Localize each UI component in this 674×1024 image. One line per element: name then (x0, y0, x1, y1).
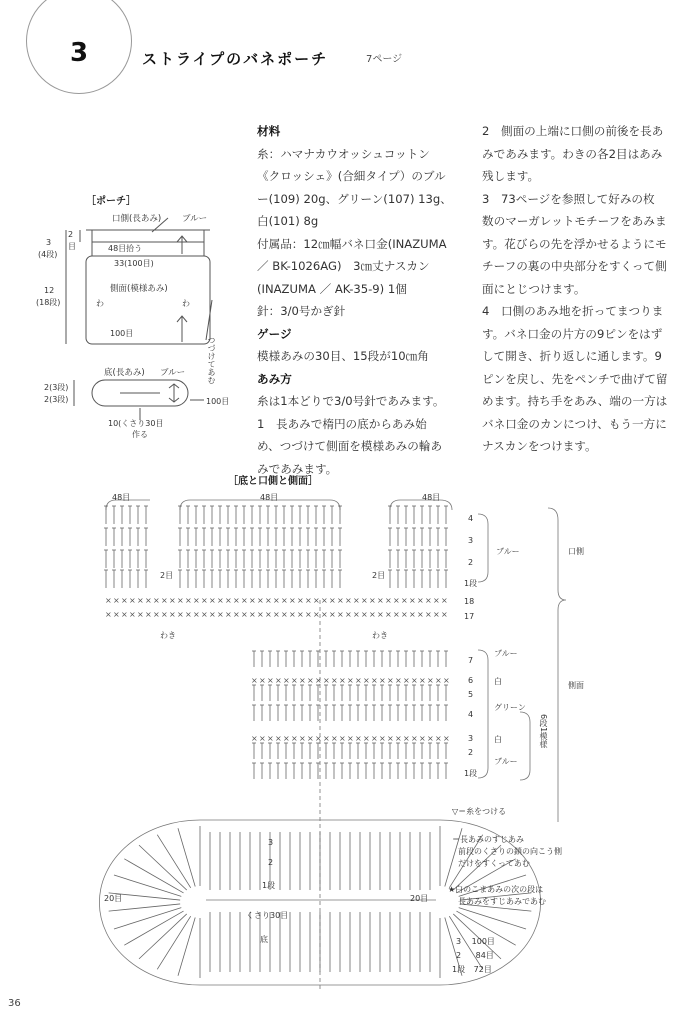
single-crochet-symbol: × (369, 596, 376, 605)
stitch-row: 3 (456, 937, 462, 946)
instruction-line: 面にとじつけます。 (482, 281, 586, 296)
single-crochet-symbol: × (259, 734, 266, 743)
single-crochet-symbol: × (361, 610, 368, 619)
instruction-line: ピンを戻し、先をペンチで曲げて留 (482, 371, 668, 386)
single-crochet-symbol: × (419, 676, 426, 685)
group-label-mouth: 口側 (568, 547, 584, 556)
legend-line: だけをすくってあむ (458, 859, 530, 868)
single-crochet-symbol: × (443, 734, 450, 743)
single-crochet-symbol: × (347, 734, 354, 743)
single-crochet-symbol: × (403, 734, 410, 743)
pouch-label-side: 側面(模様あみ) (110, 284, 168, 294)
single-crochet-symbol: × (209, 610, 216, 619)
row-label-top: 2 (468, 558, 474, 567)
single-crochet-symbol: × (337, 596, 344, 605)
page-number: 36 (8, 998, 21, 1009)
pouch-label-make: 作る (132, 430, 148, 439)
single-crochet-symbol: × (435, 676, 442, 685)
single-crochet-symbol: × (169, 610, 176, 619)
group-label-side: 側面 (568, 681, 584, 690)
chart-label-waki-left: わき (160, 631, 176, 640)
single-crochet-symbol: × (417, 596, 424, 605)
method-heading: あみ方 (257, 371, 292, 386)
single-crochet-symbol: × (377, 596, 384, 605)
instruction-line: チーフの裏の中央部分をすくって側 (482, 259, 667, 273)
single-crochet-symbol: × (353, 596, 360, 605)
single-crochet-symbol: × (417, 610, 424, 619)
single-crochet-symbol: × (345, 596, 352, 605)
single-crochet-symbol: × (425, 610, 432, 619)
gauge-line: 模様あみの30目、15段が10㎝角 (257, 349, 429, 363)
materials-line: 《クロッシェ》(合細タイプ）のブル (257, 169, 446, 183)
single-crochet-symbol: × (411, 734, 418, 743)
single-crochet-symbol: × (193, 596, 200, 605)
instruction-line: す。バネ口金の片方の9ピンをはず (482, 326, 663, 341)
single-crochet-symbol: × (161, 596, 168, 605)
single-crochet-symbol: × (297, 610, 304, 619)
chart-label-48-left: 48目 (112, 493, 131, 502)
single-crochet-symbol: × (291, 734, 298, 743)
chart-label-2me-left: 2目 (160, 571, 174, 580)
legend-line: ▽＝糸をつける (452, 807, 507, 816)
color-label-white2: 白 (494, 735, 502, 744)
single-crochet-symbol: × (249, 596, 256, 605)
single-crochet-symbol: × (339, 734, 346, 743)
single-crochet-symbol: × (201, 596, 208, 605)
instruction-line: バネ口金のカンにつけ、もう一方に (482, 416, 667, 431)
pouch-label-2-3b: 2(3段) (44, 395, 69, 404)
row-label-mid: 7 (468, 656, 474, 665)
materials-line: 付属品：12㎝幅バネ口金(INAZUMA (257, 236, 447, 251)
single-crochet-symbol: × (307, 676, 314, 685)
single-crochet-symbol: × (185, 596, 192, 605)
single-crochet-symbol: × (403, 676, 410, 685)
method-line: みであみます。 (257, 461, 338, 476)
single-crochet-symbol: × (313, 596, 320, 605)
single-crochet-symbol: × (305, 596, 312, 605)
materials-line: ー(109) 20g、グリーン(107) 13g、 (257, 191, 452, 206)
single-crochet-symbol: × (177, 596, 184, 605)
single-crochet-symbol: × (299, 734, 306, 743)
single-crochet-symbol: × (251, 734, 258, 743)
single-crochet-symbol: × (209, 596, 216, 605)
chart-label-20me-right: 20目 (410, 894, 429, 903)
single-crochet-symbol: × (419, 734, 426, 743)
single-crochet-symbol: × (427, 734, 434, 743)
single-crochet-symbol: × (401, 610, 408, 619)
single-crochet-symbol: × (241, 610, 248, 619)
single-crochet-symbol: × (331, 676, 338, 685)
materials-line: 白(101) 8g (257, 214, 319, 228)
single-crochet-symbol: × (315, 734, 322, 743)
single-crochet-symbol: × (145, 596, 152, 605)
single-crochet-symbol: × (225, 596, 232, 605)
stitch-row: 1段 (452, 965, 466, 974)
row-label-top: 1段 (464, 579, 478, 588)
single-crochet-symbol: × (105, 610, 112, 619)
single-crochet-symbol: × (153, 610, 160, 619)
stitch-count-row (452, 964, 492, 975)
single-crochet-symbol: × (281, 596, 288, 605)
single-crochet-symbol: × (275, 734, 282, 743)
single-crochet-symbol: × (267, 676, 274, 685)
row-label-mid: 6 (468, 676, 474, 685)
single-crochet-symbol: × (129, 596, 136, 605)
single-crochet-symbol: × (337, 610, 344, 619)
single-crochet-symbol: × (379, 734, 386, 743)
row-label-top: 3 (468, 536, 474, 545)
color-label-white1: 白 (494, 677, 502, 686)
chart-label-waki-right: わき (372, 631, 388, 640)
bottom-row-label: 2 (268, 858, 274, 867)
single-crochet-symbol: × (281, 610, 288, 619)
pouch-label-wa-right: わ (182, 299, 190, 308)
single-crochet-symbol: × (257, 610, 264, 619)
stitch-count-row (456, 936, 495, 947)
single-crochet-symbol: × (401, 596, 408, 605)
single-crochet-symbol: × (137, 610, 144, 619)
single-crochet-symbol: × (225, 610, 232, 619)
single-crochet-symbol: × (387, 734, 394, 743)
single-crochet-symbol: × (299, 676, 306, 685)
single-crochet-symbol: × (385, 596, 392, 605)
single-crochet-symbol: × (385, 610, 392, 619)
method-line: め、つづけて側面を模様あみの輪あ (257, 439, 443, 453)
single-crochet-symbol: × (395, 676, 402, 685)
chart-label-chain30: くさり30目 (246, 911, 289, 920)
single-crochet-symbol: × (395, 734, 402, 743)
pouch-label-bottom: 底(長あみ) (104, 368, 145, 378)
single-crochet-symbol: × (329, 610, 336, 619)
pouch-label-12: 12 (44, 286, 55, 295)
row-label-mid: 1段 (464, 769, 478, 778)
single-crochet-symbol: × (265, 596, 272, 605)
single-crochet-symbol: × (161, 610, 168, 619)
single-crochet-symbol: × (323, 734, 330, 743)
pattern-title: ストライプのバネポーチ (142, 50, 329, 68)
chart-label-48-right: 48目 (422, 493, 441, 502)
pouch-heading: ［ポーチ］ (86, 196, 136, 207)
single-crochet-symbol: × (267, 734, 274, 743)
single-crochet-symbol: × (321, 596, 328, 605)
stitch-count: 72目 (473, 965, 492, 974)
pouch-label-3: 3 (46, 238, 52, 247)
single-crochet-symbol: × (339, 676, 346, 685)
materials-line: ／ BK-1026AG) 3㎝丈ナスカン (257, 259, 430, 273)
chart-label-2me-right: 2目 (372, 571, 386, 580)
chart-label-20me-left: 20目 (104, 894, 123, 903)
pouch-label-33: 33(100目) (114, 259, 154, 268)
pouch-label-continue: つづけてあむ (207, 336, 216, 384)
pouch-label-4dan: (4段) (38, 250, 58, 259)
single-crochet-symbol: × (289, 596, 296, 605)
single-crochet-symbol: × (251, 676, 258, 685)
pouch-label-me: 目 (68, 242, 76, 251)
oval-stitch-symbol (109, 904, 180, 911)
color-label-green: グリーン (494, 703, 526, 712)
single-crochet-symbol: × (217, 596, 224, 605)
pouch-label-mouth: 口側(長あみ) (112, 214, 162, 224)
single-crochet-symbol: × (345, 610, 352, 619)
single-crochet-symbol: × (371, 676, 378, 685)
single-crochet-symbol: × (409, 596, 416, 605)
instruction-line: ナスカンをつけます。 (482, 439, 597, 453)
single-crochet-symbol: × (113, 610, 120, 619)
pattern-number: 3 (70, 38, 89, 68)
instruction-line: みであみます。わきの各2目はあみ (482, 146, 663, 161)
single-crochet-symbol: × (441, 596, 448, 605)
stitch-row: 2 (456, 951, 462, 960)
color-label-blue-bottom: ブルー (494, 757, 518, 766)
single-crochet-symbol: × (331, 734, 338, 743)
pouch-label-wa-left: わ (96, 299, 104, 308)
single-crochet-symbol: × (297, 596, 304, 605)
single-crochet-symbol: × (283, 734, 290, 743)
single-crochet-symbol: × (283, 676, 290, 685)
oval-stitch-symbol (157, 835, 190, 888)
row-label-top: 4 (468, 514, 474, 523)
pouch-label-blue: ブルー (182, 214, 208, 224)
single-crochet-symbol: × (443, 676, 450, 685)
color-label-blue-top: ブルー (496, 547, 520, 556)
stitch-count: 100目 (471, 937, 495, 946)
instruction-line: 3 73ページを参照して好みの枚 (482, 191, 655, 206)
oval-stitch-symbol (157, 916, 190, 969)
single-crochet-symbol: × (185, 610, 192, 619)
stitch-count: 84目 (475, 951, 494, 960)
chart-label-48-center: 48目 (260, 493, 279, 502)
single-crochet-symbol: × (145, 610, 152, 619)
single-crochet-symbol: × (289, 610, 296, 619)
single-crochet-symbol: × (409, 610, 416, 619)
single-crochet-symbol: × (393, 596, 400, 605)
instruction-line: す。花びらの先を浮かせるようにモ (482, 236, 667, 251)
single-crochet-symbol: × (323, 676, 330, 685)
row-label-top: 17 (464, 612, 475, 621)
row-label-mid: 5 (468, 690, 474, 699)
method-line: 糸は1本どりで3/0号針であみます。 (257, 394, 445, 408)
single-crochet-symbol: × (379, 676, 386, 685)
oval-stitch-symbol (139, 845, 187, 890)
legend-line: ★白のこまあみの次の段は (448, 885, 544, 894)
instruction-line: 2 側面の上端に口側の前後を長あ (482, 124, 664, 138)
oval-stitch-symbol (178, 918, 195, 976)
single-crochet-symbol: × (369, 610, 376, 619)
single-crochet-symbol: × (355, 734, 362, 743)
materials-line: 糸：ハマナカウオッシュコットン (257, 146, 430, 161)
single-crochet-symbol: × (113, 596, 120, 605)
single-crochet-symbol: × (121, 610, 128, 619)
page-reference: 7ページ (366, 54, 403, 65)
single-crochet-symbol: × (121, 596, 128, 605)
single-crochet-symbol: × (307, 734, 314, 743)
single-crochet-symbol: × (129, 610, 136, 619)
row-label-mid: 2 (468, 748, 474, 757)
single-crochet-symbol: × (363, 734, 370, 743)
legend-line: 前段のくさりの鎖の向こう側 (458, 847, 562, 856)
row-label-mid: 3 (468, 734, 474, 743)
single-crochet-symbol: × (305, 610, 312, 619)
bottom-row-label: 1段 (262, 881, 276, 890)
pouch-label-2: 2 (68, 230, 74, 239)
pouch-label-18dan: (18段) (36, 298, 61, 307)
pouch-label-2-3a: 2(3段) (44, 383, 69, 392)
single-crochet-symbol: × (315, 676, 322, 685)
single-crochet-symbol: × (249, 610, 256, 619)
bottom-row-label: 3 (268, 838, 274, 847)
single-crochet-symbol: × (411, 676, 418, 685)
chart-heading: ［底と口側と側面］ (228, 476, 318, 487)
single-crochet-symbol: × (371, 734, 378, 743)
single-crochet-symbol: × (153, 596, 160, 605)
method-line: 1 長あみで楕円の底からあみ始 (257, 416, 427, 431)
single-crochet-symbol: × (427, 676, 434, 685)
materials-line: (INAZUMA ／ AK-35-9) 1個 (257, 281, 407, 296)
single-crochet-symbol: × (257, 596, 264, 605)
single-crochet-symbol: × (433, 596, 440, 605)
single-crochet-symbol: × (233, 596, 240, 605)
pouch-label-100: 100目 (110, 329, 134, 338)
single-crochet-symbol: × (387, 676, 394, 685)
single-crochet-symbol: × (435, 734, 442, 743)
single-crochet-symbol: × (377, 610, 384, 619)
single-crochet-symbol: × (201, 610, 208, 619)
single-crochet-symbol: × (137, 596, 144, 605)
single-crochet-symbol: × (259, 676, 266, 685)
single-crochet-symbol: × (329, 596, 336, 605)
single-crochet-symbol: × (355, 676, 362, 685)
chart-label-bottom: 底 (260, 935, 268, 944)
single-crochet-symbol: × (105, 596, 112, 605)
legend-line: 長あみをすじあみであむ (458, 897, 546, 906)
instruction-line: して開き、折り返しに通します。9 (482, 349, 662, 363)
row-label-top: 18 (464, 597, 475, 606)
single-crochet-symbol: × (273, 610, 280, 619)
single-crochet-symbol: × (313, 610, 320, 619)
gauge-heading: ゲージ (257, 326, 292, 341)
single-crochet-symbol: × (363, 676, 370, 685)
pouch-label-100b: 100目 (206, 397, 230, 406)
stitch-count-row (456, 950, 494, 961)
pouch-label-blue2: ブルー (160, 368, 186, 378)
instruction-line: 4 口側のあみ地を折ってまつりま (482, 304, 664, 318)
single-crochet-symbol: × (169, 596, 176, 605)
single-crochet-symbol: × (177, 610, 184, 619)
instruction-line: 数のマーガレットモチーフをあみま (482, 214, 667, 228)
row-label-mid: 4 (468, 710, 474, 719)
single-crochet-symbol: × (393, 610, 400, 619)
oval-stitch-symbol (139, 914, 187, 959)
oval-stitch-symbol (178, 828, 195, 886)
single-crochet-symbol: × (441, 610, 448, 619)
single-crochet-symbol: × (425, 596, 432, 605)
single-crochet-symbol: × (265, 610, 272, 619)
single-crochet-symbol: × (347, 676, 354, 685)
single-crochet-symbol: × (321, 610, 328, 619)
instruction-line: めます。持ち手をあみ、端の一方は (482, 394, 668, 408)
group-label-repeat: 6段1模様 (539, 714, 548, 749)
single-crochet-symbol: × (233, 610, 240, 619)
single-crochet-symbol: × (193, 610, 200, 619)
single-crochet-symbol: × (273, 596, 280, 605)
legend-line: ＝長あみのすじあみ (452, 835, 524, 844)
single-crochet-symbol: × (433, 610, 440, 619)
single-crochet-symbol: × (361, 596, 368, 605)
materials-line: 針：3/0号かぎ針 (257, 304, 346, 318)
materials-heading: 材料 (257, 124, 281, 138)
single-crochet-symbol: × (275, 676, 282, 685)
single-crochet-symbol: × (217, 610, 224, 619)
pouch-label-chain: 10(くさり30目 (108, 419, 164, 428)
color-label-blue-mid: ブルー (494, 649, 518, 658)
instruction-line: 残します。 (482, 169, 540, 183)
pouch-label-48: 48目拾う (108, 244, 143, 253)
single-crochet-symbol: × (353, 610, 360, 619)
single-crochet-symbol: × (241, 596, 248, 605)
single-crochet-symbol: × (291, 676, 298, 685)
